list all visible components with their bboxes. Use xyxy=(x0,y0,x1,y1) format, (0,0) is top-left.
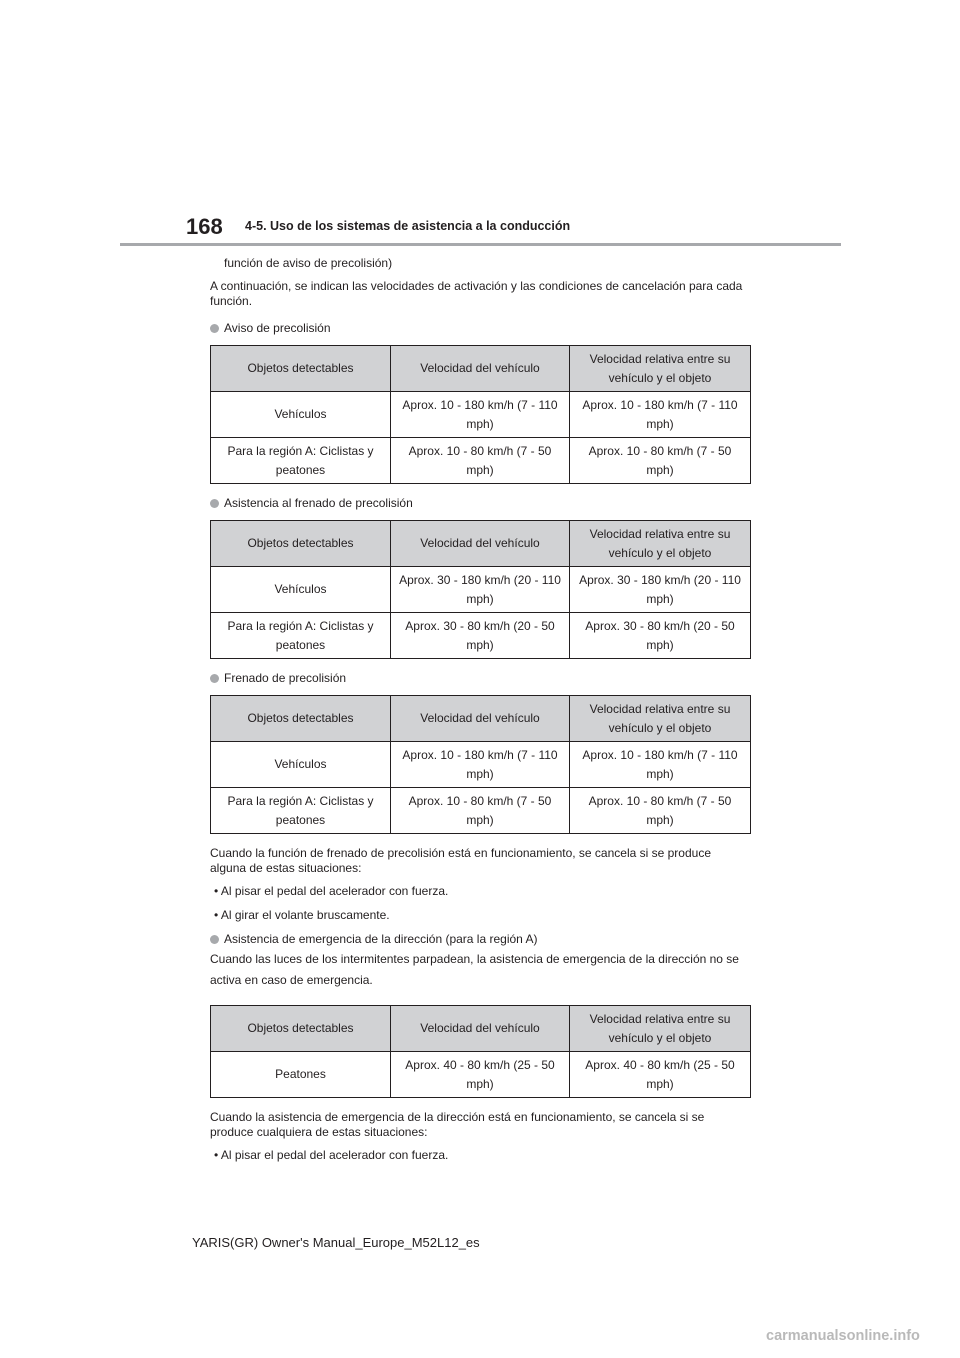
table-row xyxy=(211,438,751,484)
cancel-conditions-text: Cuando la asistencia de emergencia de la dirección está en funcionamiento, se cancela si se produce cualquiera de estas situaciones: xyxy=(210,1110,705,1139)
cancel-conditions-text: Cuando la función de frenado de precolisión está en funcionamiento, se cancela si se produce alguna de estas situaciones: xyxy=(210,846,711,875)
cell-vehicle-speed: Aprox. 10 - 180 km/h (7 - 110 mph) xyxy=(391,742,570,788)
table-row xyxy=(211,788,751,834)
condition-item: • Al pisar el pedal del acelerador con fuerza. xyxy=(214,884,449,898)
page-content xyxy=(210,256,750,1172)
table-row xyxy=(211,1052,751,1098)
cell-object: Vehículos xyxy=(211,742,391,788)
cell-object: Vehículos xyxy=(211,567,391,613)
cell-object: Para la región A: Ciclistas y peatones xyxy=(211,788,391,834)
table-row xyxy=(211,392,751,438)
cell-relative-speed: Aprox. 10 - 80 km/h (7 - 50 mph) xyxy=(570,438,751,484)
speed-table-asistencia-frenado xyxy=(210,520,751,659)
bullet-dot-icon xyxy=(210,324,219,333)
header-vehicle-speed: Velocidad del vehículo xyxy=(391,521,570,567)
table-row xyxy=(211,742,751,788)
cell-vehicle-speed: Aprox. 10 - 180 km/h (7 - 110 mph) xyxy=(391,392,570,438)
table-header-row xyxy=(211,1006,751,1052)
section-title: 4-5. Uso de los sistemas de asistencia a la conducción xyxy=(245,219,571,233)
table-header-row xyxy=(211,521,751,567)
header-objects: Objetos detectables xyxy=(211,521,391,567)
header-vehicle-speed: Velocidad del vehículo xyxy=(391,696,570,742)
bullet-dot-icon xyxy=(210,674,219,683)
cell-relative-speed: Aprox. 10 - 180 km/h (7 - 110 mph) xyxy=(570,392,751,438)
header-objects: Objetos detectables xyxy=(211,346,391,392)
header-relative-speed: Velocidad relativa entre su vehículo y el objeto xyxy=(570,696,751,742)
cell-object: Vehículos xyxy=(211,392,391,438)
cell-relative-speed: Aprox. 40 - 80 km/h (25 - 50 mph) xyxy=(570,1052,751,1098)
cell-vehicle-speed: Aprox. 40 - 80 km/h (25 - 50 mph) xyxy=(391,1052,570,1098)
cell-vehicle-speed: Aprox. 10 - 80 km/h (7 - 50 mph) xyxy=(391,438,570,484)
header-vehicle-speed: Velocidad del vehículo xyxy=(391,346,570,392)
intro-paragraph: A continuación, se indican las velocidades de activación y las condiciones de cancelación para cada función. xyxy=(210,279,743,308)
section-heading-text: Frenado de precolisión xyxy=(224,671,347,685)
cell-object: Peatones xyxy=(211,1052,391,1098)
condition-item: • Al pisar el pedal del acelerador con fuerza. xyxy=(214,1148,449,1162)
section-heading xyxy=(210,496,750,511)
table-row xyxy=(211,567,751,613)
table-header-row xyxy=(211,696,751,742)
cell-vehicle-speed: Aprox. 30 - 80 km/h (20 - 50 mph) xyxy=(391,613,570,659)
header-relative-speed: Velocidad relativa entre su vehículo y el objeto xyxy=(570,521,751,567)
speed-table-direccion xyxy=(210,1005,751,1098)
manual-footer: YARIS(GR) Owner's Manual_Europe_M52L12_es xyxy=(192,1235,480,1250)
bullet-dot-icon xyxy=(210,499,219,508)
speed-table-aviso xyxy=(210,345,751,484)
cell-object: Para la región A: Ciclistas y peatones xyxy=(211,613,391,659)
header-relative-speed: Velocidad relativa entre su vehículo y el objeto xyxy=(570,1006,751,1052)
header-relative-speed: Velocidad relativa entre su vehículo y el objeto xyxy=(570,346,751,392)
section-heading-text: Aviso de precolisión xyxy=(224,321,331,335)
page-number: 168 xyxy=(186,214,223,239)
header-rule xyxy=(120,243,841,246)
bullet-dot-icon xyxy=(210,935,219,944)
condition-item: • Al girar el volante bruscamente. xyxy=(214,908,390,922)
header-vehicle-speed: Velocidad del vehículo xyxy=(391,1006,570,1052)
steering-note: Cuando las luces de los intermitentes parpadean, la asistencia de emergencia de la dirección no se activa en caso de emergencia. xyxy=(210,952,739,987)
cell-vehicle-speed: Aprox. 10 - 80 km/h (7 - 50 mph) xyxy=(391,788,570,834)
section-heading xyxy=(210,932,750,947)
header-objects: Objetos detectables xyxy=(211,1006,391,1052)
table-row xyxy=(211,613,751,659)
continued-line: función de aviso de precolisión) xyxy=(224,256,393,270)
section-heading-text: Asistencia al frenado de precolisión xyxy=(224,496,413,510)
section-heading-text: Asistencia de emergencia de la dirección (para la región A) xyxy=(224,932,538,946)
table-header-row xyxy=(211,346,751,392)
header-objects: Objetos detectables xyxy=(211,696,391,742)
cell-relative-speed: Aprox. 30 - 80 km/h (20 - 50 mph) xyxy=(570,613,751,659)
section-heading xyxy=(210,321,750,336)
cell-relative-speed: Aprox. 30 - 180 km/h (20 - 110 mph) xyxy=(570,567,751,613)
cell-relative-speed: Aprox. 10 - 180 km/h (7 - 110 mph) xyxy=(570,742,751,788)
cell-relative-speed: Aprox. 10 - 80 km/h (7 - 50 mph) xyxy=(570,788,751,834)
section-heading xyxy=(210,671,750,686)
cell-object: Para la región A: Ciclistas y peatones xyxy=(211,438,391,484)
speed-table-frenado xyxy=(210,695,751,834)
watermark: carmanualsonline.info xyxy=(766,1328,920,1344)
cell-vehicle-speed: Aprox. 30 - 180 km/h (20 - 110 mph) xyxy=(391,567,570,613)
